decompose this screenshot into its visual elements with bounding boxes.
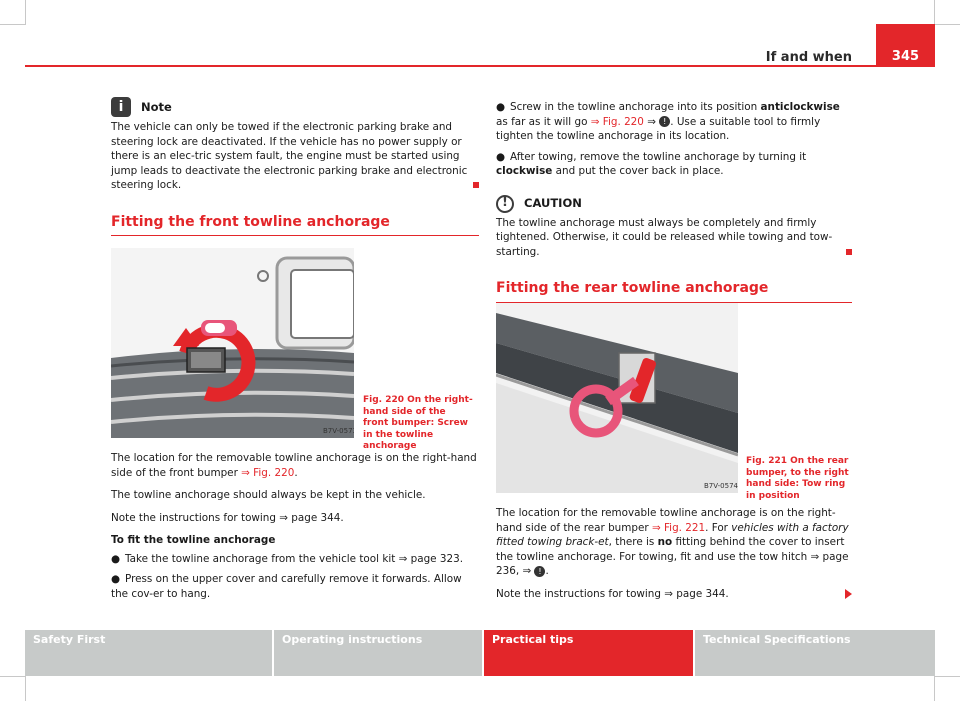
crop-mark [934,676,935,701]
right-column [496,100,852,303]
bullet-item: ● Screw in the towline anchorage into its position anticlockwise as far as it will go ⇒ Fig. 220 ⇒ ! . Use a suitable tool to firmly tighten the towline anchorage in its location. [496,101,840,142]
crop-mark [934,676,960,677]
note-header [111,97,479,117]
note-text: The vehicle can only be towed if the electronic parking brake and steering lock are deactivated. If the vehicle has no power supply or there is an elec-tric system fault, the engine must be started using jump leads to deactivate the electronic parking brake and electronic steering lock. [111,120,479,193]
rear-towing-note: Note the instructions for towing ⇒ page 344. [496,587,852,602]
fit-subheading: To fit the towline anchorage [111,534,276,546]
left-column-lower [111,451,479,607]
crop-mark [0,676,26,677]
caution-text: The towline anchorage must always be completely and firmly tightened. Otherwise, it could be released while towing and tow-starting. [496,216,852,260]
header-rule [25,65,935,67]
bullet-item: ● Press on the upper cover and carefully remove it forwards. Allow the cov-er to hang. [111,573,462,600]
figure-rear-bumper [496,303,738,493]
front-location-paragraph: The location for the removable towline anchorage is on the right-hand side of the front bumper ⇒ Fig. 220. [111,452,477,479]
front-bumper-illustration [111,248,354,438]
bullet-item: ● Take the towline anchorage from the vehicle tool kit ⇒ page 323. [111,552,464,565]
fig-221-link[interactable]: ⇒ Fig. 221 [651,521,706,534]
figure-caption-221: Fig. 221 On the rear bumper, to the right hand side: Tow ring in position [746,456,849,501]
end-marker [846,249,852,255]
section-title-front: Fitting the front towline anchorage [111,215,479,237]
rear-location-paragraph: The location for the removable towline anchorage is on the right-hand side of the rear bumper ⇒ Fig. 221. For vehicles with a factory fitted towing brack-et, there is no fitting behind the cover to insert the towline anchorage. For towing, fit and use the tow hitch ⇒ page 236, ⇒ ! . [496,507,849,577]
crop-mark [0,24,26,25]
end-marker [473,182,479,188]
footer-tab-safety-first[interactable]: Safety First [25,630,272,676]
caution-ref-icon: ! [659,116,670,127]
keep-in-vehicle-paragraph: The towline anchorage should always be kept in the vehicle. [111,489,426,501]
bullet-item: ● After towing, remove the towline anchorage by turning it clockwise and put the cover back in place. [496,150,807,177]
crop-mark [934,0,935,25]
page-header-title: If and when [765,50,852,65]
continue-arrow-icon [845,589,852,599]
fig-220-link[interactable]: ⇒ Fig. 220 [590,115,644,128]
left-column [111,97,479,236]
crop-mark [25,676,26,701]
caution-ref-icon: ! [534,566,545,577]
figure-code: B7V-0573 [323,427,354,435]
towing-note-paragraph: Note the instructions for towing ⇒ page 344. [111,511,344,524]
page-number: 345 [876,24,935,67]
figure-caption-220: Fig. 220 On the right-hand side of the front bumper: Screw in the towline anchorage [363,395,473,451]
right-column-lower [496,506,852,609]
caution-icon: ! [496,195,514,213]
crop-mark [934,24,960,25]
info-icon: i [111,97,131,117]
note-heading: Note [141,99,172,114]
footer-tab-practical-tips[interactable]: Practical tips [484,630,693,676]
crop-mark [25,0,26,25]
footer-tab-technical-specifications[interactable]: Technical Specifications [695,630,935,676]
figure-code: B7V-0574 [704,482,738,490]
fig-220-link[interactable]: ⇒ Fig. 220 [241,466,295,479]
caution-header [496,195,852,213]
rear-bumper-illustration [496,303,738,493]
footer-tab-operating-instructions[interactable]: Operating instructions [274,630,482,676]
figure-front-bumper [111,248,354,438]
caution-heading: CAUTION [524,196,582,211]
section-title-rear: Fitting the rear towline anchorage [496,281,852,303]
